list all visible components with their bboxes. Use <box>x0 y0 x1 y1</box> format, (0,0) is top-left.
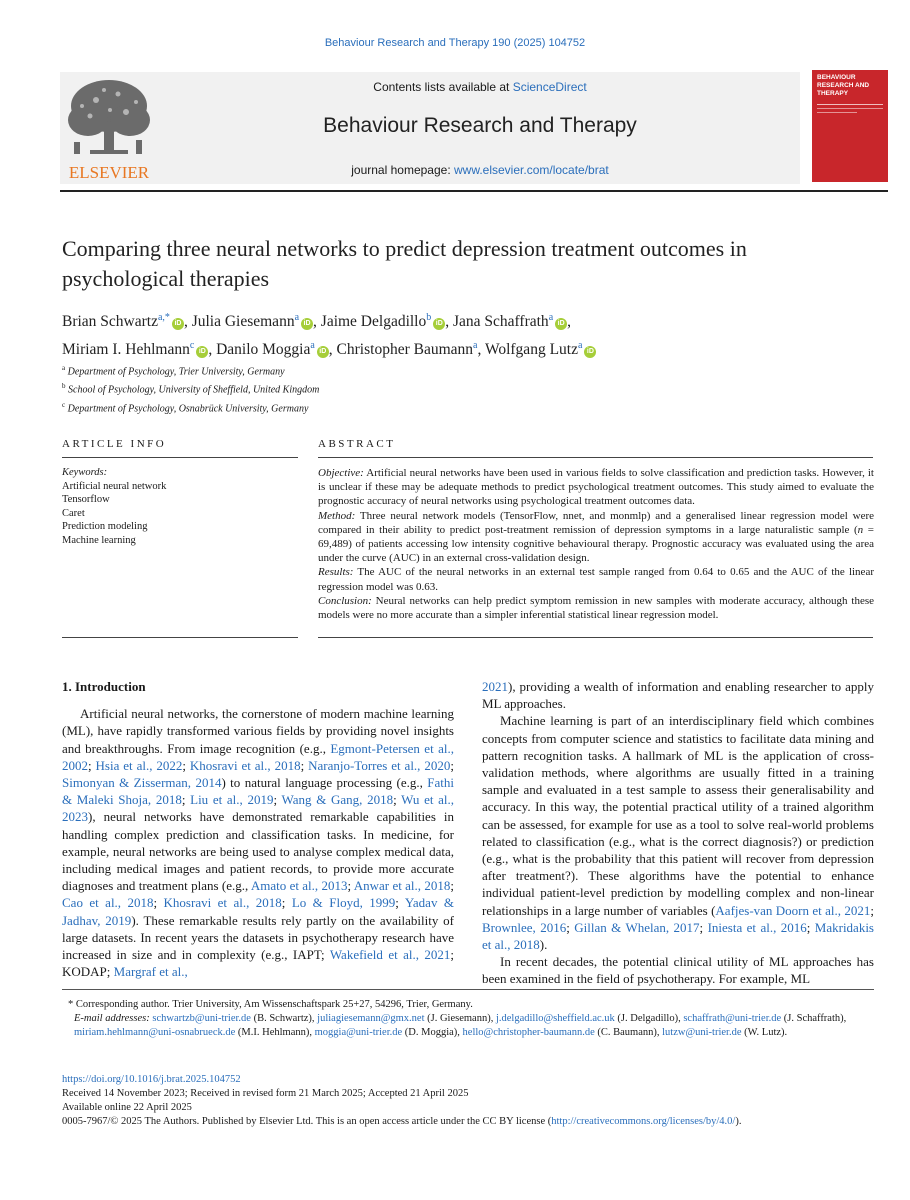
affiliations <box>62 361 842 416</box>
body-text: ; <box>300 757 309 773</box>
citation-link[interactable]: Aafjes-van Doorn et al., 2021 <box>715 902 871 918</box>
results-text: The AUC of the neural networks in an external test sample ranged from 0.64 to 0.65 and the AUC of the linear regression model was 0.63. <box>318 566 874 593</box>
article-info-heading: ARTICLE INFO <box>62 438 167 450</box>
body-text: ; <box>393 792 402 808</box>
orcid-icon[interactable]: iD <box>584 346 596 358</box>
body-column-right <box>482 678 874 988</box>
citation-link[interactable]: Khosravi et al., 2018 <box>163 895 282 911</box>
citation-link[interactable]: Fathi & Maleki Shoja, 2018 <box>62 775 454 808</box>
body-text: ; <box>450 757 454 773</box>
citation-link[interactable]: Yadav & Jadhav, 2019 <box>62 895 454 928</box>
license-prefix: 0005-7967/© 2025 The Authors. Published by Elsevier Ltd. This is an open access article under the CC BY license ( <box>62 1116 552 1127</box>
contents-line <box>160 80 800 94</box>
method-text-a: Three neural network models (TensorFlow, nnet, and monmlp) and a generalised linear regression model were compared in their ability to predict post-treatment remission of depression symptoms in a large naturalistic sample ( <box>318 509 874 536</box>
email-link[interactable]: juliagiesemann@gmx.net <box>317 1013 425 1024</box>
author-sup: a <box>294 312 300 323</box>
sciencedirect-link[interactable]: ScienceDirect <box>512 80 587 94</box>
abstract-body <box>318 466 874 622</box>
keywords-label: Keywords: <box>62 467 108 478</box>
citation-link[interactable]: Liu et al., 2019 <box>190 792 274 808</box>
license-suffix: ). <box>735 1116 742 1127</box>
journal-title: Behaviour Research and Therapy <box>323 114 637 137</box>
email-owner: (D. Moggia), <box>402 1027 463 1038</box>
body-text: ) to natural language processing (e.g., <box>221 775 428 791</box>
citation-link[interactable]: Gillan & Whelan, 2017 <box>574 919 700 935</box>
keyword: Machine learning <box>62 534 136 546</box>
email-link[interactable]: moggia@uni-trier.de <box>314 1027 403 1038</box>
body-text: ), providing a wealth of information and enabling researcher to apply ML approaches. <box>482 679 874 712</box>
method-text-b: = 69,489) of patients accessing low intensity cognitive behavioural therapy. Prognostic accuracy was evaluated using the area under the curve (AUC) in an external cross-validation design. <box>318 523 874 565</box>
keywords-block <box>62 466 298 547</box>
affiliation: Department of Psychology, Osnabrück University, Germany <box>67 402 309 414</box>
email-link[interactable]: schaffrath@uni-trier.de <box>683 1013 782 1024</box>
history: Received 14 November 2023; Received in revised form 21 March 2025; Accepted 21 April 2025 <box>62 1088 469 1099</box>
publisher-wordmark: ELSEVIER <box>68 163 150 182</box>
citation-link[interactable]: Brownlee, 2016 <box>482 919 567 935</box>
body-text: In recent decades, the potential clinical utility of ML approaches has been examined in the field of psychotherapy. For example, ML <box>482 954 874 987</box>
email-owner: (J. Giesemann), <box>424 1013 496 1024</box>
keyword: Artificial neural network <box>62 480 167 492</box>
body-text: Machine learning is part of an interdisciplinary field which combines concepts from computer science and statistics to facilitate data mining and pattern recognition tasks. A hallmark of ML is the application of cross-validation methods, where algorithms are usually fitted in a training sample and evaluated in a test sample to assess their generalisability and accuracy. In this way, the potential practical utility of a trained algorithm can be assessed, for example for use as a tool to solve real-world problems related to classification (e.g., what is the correct diagnosis?) or prediction (e.g., what is the probability that this patient will recover from depression after treatment?). These algorithms have the potential to enhance individual patient-level prediction by modelling complex and non-linear relationships in a large number of variables ( <box>482 713 874 918</box>
citation-link[interactable]: Wang & Gang, 2018 <box>281 792 394 808</box>
method-n: n <box>857 523 864 536</box>
author-sup: a,* <box>157 312 170 323</box>
email-link[interactable]: miriam.hehlmann@uni-osnabrueck.de <box>74 1027 236 1038</box>
citation-link[interactable]: Wu et al., 2023 <box>62 792 454 825</box>
results-label: Results: <box>318 566 354 579</box>
body-text: ; <box>281 895 292 911</box>
method-label: Method: <box>318 509 356 522</box>
homepage-prefix: journal homepage: <box>351 163 454 177</box>
paper-title: Comparing three neural networks to predict depression treatment outcomes in psychological therapies <box>62 236 747 291</box>
citation-link[interactable]: 2021 <box>482 679 508 694</box>
body-paragraph <box>482 712 874 953</box>
body-text: ; <box>182 757 190 773</box>
body-paragraph-continued <box>482 678 874 712</box>
body-text: ; <box>273 792 282 808</box>
citation-link[interactable]: Amato et al., 2013 <box>250 878 348 894</box>
journal-cover-thumbnail <box>812 70 888 182</box>
email-owner: (C. Baumann), <box>594 1027 663 1038</box>
divider <box>62 637 298 638</box>
email-addresses <box>62 1012 874 1040</box>
online-date: Available online 22 April 2025 <box>62 1102 192 1113</box>
body-paragraph <box>482 953 874 987</box>
doi-link[interactable]: https://doi.org/10.1016/j.brat.2025.104752 <box>62 1074 241 1085</box>
citation-link[interactable]: Margraf et al., <box>113 964 188 980</box>
body-text: ; <box>450 878 454 894</box>
citation-link[interactable]: Anwar et al., 2018 <box>353 878 451 894</box>
divider <box>62 457 298 458</box>
orcid-icon[interactable]: iD <box>555 318 567 330</box>
elsevier-logo <box>60 72 158 184</box>
affil-sup: c <box>62 400 66 409</box>
author-sup: c <box>189 340 195 352</box>
masthead-rule <box>60 190 888 192</box>
body-paragraph <box>62 705 454 980</box>
body-text: ; KODAP; <box>62 947 454 980</box>
body-text: ; <box>395 895 405 911</box>
affil-sup: a <box>62 364 66 372</box>
body-text: Artificial neural networks, the cornerstone of modern machine learning (ML), have rapidly transformed various fields by providing novel insights and breakthroughs. From image recognition (e.g., <box>62 706 454 756</box>
email-owner: (M.I. Hehlmann), <box>235 1027 315 1038</box>
citation-link[interactable]: Lo & Floyd, 1999 <box>291 895 396 911</box>
email-owner: (J. Schaffrath), <box>781 1013 847 1024</box>
author[interactable]: Brian Schwartz <box>62 313 158 331</box>
author-list: Brian Schwartz$^{a,*}$iD , Julia Giesemann$^a$iD , Jaime Delgadillo$^b$iD , Jana Schaffrath$^a$iD , Miriam I. Hehlmann$^c$iD , Danilo Moggia$^a$iD , Christopher Baumann$^a$, Wolfgang Lutz$^a$iD <box>62 306 842 362</box>
author[interactable]: Christopher Baumann <box>336 341 474 359</box>
orcid-icon[interactable]: iD <box>317 346 329 358</box>
citation-link[interactable]: Khosravi et al., 2018 <box>189 757 301 773</box>
cover-title: BEHAVIOUR RESEARCH AND THERAPY <box>817 74 870 97</box>
citation-link[interactable]: Iniesta et al., 2016 <box>707 919 807 935</box>
citation-link[interactable]: Naranjo-Torres et al., 2020 <box>308 757 451 773</box>
keyword: Caret <box>62 507 85 519</box>
author-sup: a <box>473 340 478 352</box>
footnotes <box>62 998 874 1040</box>
affil-sup: b <box>62 382 66 391</box>
homepage-link[interactable]: www.elsevier.com/locate/brat <box>454 163 609 177</box>
citation-link[interactable]: Egmont-Petersen et al., 2002 <box>62 740 454 773</box>
email-label: E-mail addresses: <box>74 1013 153 1024</box>
corresponding-author-note: * Corresponding author. Trier University, Am Wissenschaftspark 25+27, 54296, Trier, Germany. <box>68 999 473 1010</box>
citation-link[interactable]: Makridakis et al., 2018 <box>482 919 874 953</box>
homepage-line <box>160 163 800 177</box>
body-text: ), neural networks have demonstrated remarkable capabilities in handling complex prediction and classification tasks. In medicine, for example, neural networks are being used to analyse complex medical data, including medical images and patient records, to provide more accurate diagnoses and treatment plans (e.g., <box>62 809 454 894</box>
body-text: ; <box>806 919 815 935</box>
keyword: Tensorflow <box>62 494 110 505</box>
divider <box>318 637 873 638</box>
license-line <box>62 1115 874 1129</box>
journal-citation-link[interactable]: Behaviour Research and Therapy 190 (2025) 104752 <box>324 37 586 49</box>
citation-link[interactable]: Wakefield et al., 2021 <box>329 947 451 963</box>
footnote-rule <box>62 989 874 990</box>
article-footer <box>62 1073 874 1129</box>
orcid-icon[interactable]: iD <box>172 318 184 330</box>
orcid-icon[interactable]: iD <box>196 346 208 358</box>
citation-link[interactable]: Hsia et al., 2022 <box>95 757 183 773</box>
citation-link[interactable]: Cao et al., 2018 <box>62 895 154 911</box>
body-text: ; <box>566 919 575 935</box>
section-heading: 1. Introduction <box>62 679 146 694</box>
body-text: ; <box>347 878 354 894</box>
contents-prefix: Contents lists available at <box>373 80 513 94</box>
author-sup: a <box>548 312 554 323</box>
email-owner: (B. Schwartz), <box>250 1013 318 1024</box>
email-link[interactable]: lutzw@uni-trier.de <box>662 1027 742 1038</box>
email-link[interactable]: j.delgadillo@sheffield.ac.uk <box>495 1013 615 1024</box>
abstract-heading: ABSTRACT <box>318 438 396 450</box>
author[interactable]: Jaime Delgadillo <box>320 313 427 331</box>
conclusion-label: Conclusion: <box>318 594 372 607</box>
body-text: ; <box>181 792 191 808</box>
body-text: ; <box>699 919 708 935</box>
body-text: ; <box>870 902 874 918</box>
email-link[interactable]: hello@christopher-baumann.de <box>462 1027 595 1038</box>
author[interactable]: Danilo Moggia <box>216 341 311 359</box>
elsevier-tree-icon <box>60 72 158 184</box>
body-text: ; <box>88 757 96 773</box>
body-column-left <box>62 678 454 980</box>
body-text: ; <box>153 895 164 911</box>
citation-link[interactable]: Simonyan & Zisserman, 2014 <box>62 775 222 791</box>
keyword: Prediction modeling <box>62 521 148 532</box>
author-sup: a <box>577 340 583 352</box>
affiliation: School of Psychology, University of Sheffield, United Kingdom <box>68 384 320 396</box>
objective-label: Objective: <box>318 467 364 479</box>
orcid-icon[interactable]: iD <box>433 318 445 330</box>
author[interactable]: Jana Schaffrath <box>453 313 549 331</box>
license-link[interactable]: http://creativecommons.org/licenses/by/4.0/ <box>551 1116 736 1127</box>
email-link[interactable]: schwartzb@uni-trier.de <box>152 1013 251 1024</box>
divider <box>318 457 873 458</box>
objective-text: Artificial neural networks have been used in various fields to solve classification and prediction tasks. However, it is unclear if these may be adequate methods to predict psychological treatment outcomes. This study aimed to evaluate the prognostic accuracy of neural networks using psychological treatment outcomes data. <box>318 467 874 508</box>
author[interactable]: Wolfgang Lutz <box>484 341 578 359</box>
body-text: ). <box>539 937 548 953</box>
author[interactable]: Miriam I. Hehlmann <box>62 341 190 359</box>
author-sup: b <box>426 312 432 323</box>
email-owner: (J. Delgadillo), <box>614 1013 684 1024</box>
conclusion-text: Neural networks can help predict symptom remission in new samples with moderate accuracy, although these models were no more accurate than a simpler inferential statistical linear regression model. <box>318 594 874 622</box>
affiliation: Department of Psychology, Trier University, Germany <box>67 366 285 378</box>
email-owner: (W. Lutz). <box>741 1027 788 1038</box>
author[interactable]: Julia Giesemann <box>191 313 295 331</box>
orcid-icon[interactable]: iD <box>301 318 313 330</box>
author-sup: a <box>310 340 315 352</box>
body-text: ). These remarkable results rely partly on the availability of large datasets. In recent years the datasets in psychotherapy research have increased in size and in complexity (e.g., IAPT; <box>62 912 454 963</box>
